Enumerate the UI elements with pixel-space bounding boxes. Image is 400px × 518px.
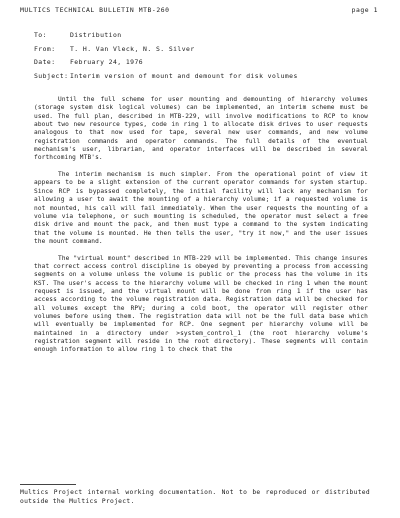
footer-notice: Multics Project internal working documentation. Not to be reproduced or distributed outside the Multics Project. [20, 489, 370, 505]
memo-date-label: Date: [34, 58, 56, 66]
memo-block [34, 29, 374, 83]
memo-from-value: T. H. Van Vleck, N. S. Silver [70, 44, 195, 53]
memo-body [34, 96, 368, 363]
body-paragraph: The interim mechanism is much simpler. From the operational point of view it appears to be a slight extension of the current operator commands for system startup. Since RCP is bypassed completely, the initial facility will lack any mechanism for allowing a user to await the mounting of a hierarchy volume; if a requested volume is not mounted, his call will fail immediately. When the user requests the mounting of a volume via telephone, or such mounting is scheduled, the operator must select a free disk drive and mount the pack, and then must type a command to the system indicating that the volume is mounted. He then tells the user, "try it now," and the user issues the mount command. [34, 171, 368, 245]
memo-subject-row [34, 70, 374, 84]
memo-subject-label: Subject: [34, 71, 69, 80]
page-footer [20, 484, 370, 506]
footer-divider [20, 484, 76, 485]
memo-from-row [34, 43, 374, 57]
page-number: page 1 [351, 6, 378, 14]
body-paragraph: The "virtual mount" described in MTB-229 will be implemented. This change insures that correct access control discipline is obeyed by preventing a process from accessing segments on a volume unless the volume is public or the process has the volume in its KST. The user's access to the hierarchy volume will be checked in ring 1 when the mount request is issued, and the virtual mount will be done from ring 1 if the user has access according to the volume registration data. Registration data will be checked for all volumes except the RPV; during a cold boot, the operator will register other volumes before using them. The registration data will not be the full data base which will eventually be implemented for RCP. One segment per hierarchy volume will be maintained in a directory under >system_control_1 (the root hierarchy volume's registration segment will reside in the root directory). These segments will contain enough information to allow ring 1 to check that the [34, 254, 368, 354]
page-header [20, 5, 378, 15]
memo-to-row [34, 29, 374, 43]
memo-subject-value: Interim version of mount and demount for disk volumes [70, 71, 298, 80]
memo-date-value: February 24, 1976 [70, 58, 144, 66]
bulletin-title: MULTICS TECHNICAL BULLETIN MTB-260 [20, 6, 170, 14]
memo-date-row [34, 56, 374, 70]
memo-to-value: Distribution [70, 31, 122, 39]
memo-from-label: From: [34, 44, 56, 53]
memo-to-label: To: [34, 31, 47, 39]
body-paragraph: Until the full scheme for user mounting and demounting of hierarchy volumes (storage system disk logical volumes) can be implemented, an interim scheme must be used. The full plan, described in MTB-229, will involve modifications to RCP to know about two new resource types, code in ring 1 to allocate disk drives to user requests analogous to that now used for tape, several new user commands, and new volume registration commands and operator commands. The full details of the eventual mechanism's user, librarian, and operator interfaces will be described in several forthcoming MTB's. [34, 96, 368, 162]
